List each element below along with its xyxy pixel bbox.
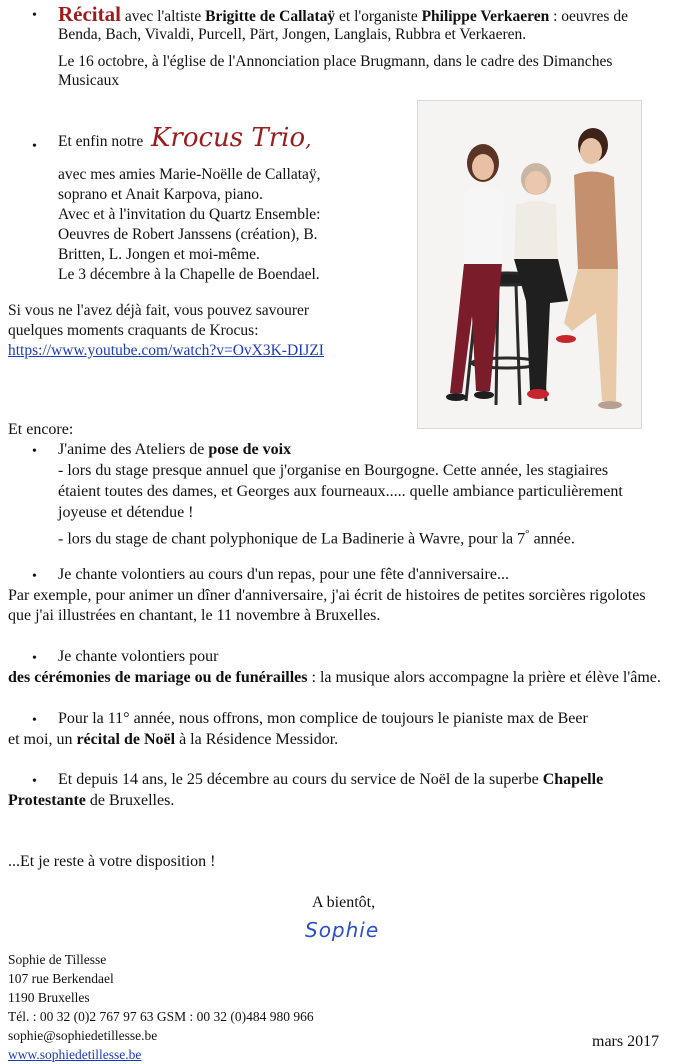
stage2-line: - lors du stage de chant polyphonique de La Badinerie à Wavre, pour la 7° année.: [58, 528, 575, 548]
recital-title: Récital: [58, 2, 121, 26]
footer-website-link[interactable]: www.sophiedetillesse.be: [8, 1047, 142, 1062]
krocus-line: soprano et Anait Karpova, piano.: [58, 186, 263, 203]
footer-street: 107 rue Berkendael: [8, 971, 114, 986]
bullet-chapelle: •: [32, 774, 37, 789]
recital-date-line-2: Musicaux: [58, 72, 120, 89]
bullet-krocus: •: [32, 139, 37, 154]
ceremonies-line-1: Je chante volontiers pour: [58, 648, 219, 665]
bullet-ceremonies: •: [32, 651, 37, 666]
recital-line-2: Benda, Bach, Vivaldi, Purcell, Pärt, Jongen, Langlais, Rubbra et Verkaeren.: [58, 26, 527, 43]
disposition-line: ...Et je reste à votre disposition !: [8, 853, 216, 870]
bullet-noel: •: [32, 713, 37, 728]
repas-line-3: que j'ai illustrées en chantant, le 11 novembre à Bruxelles.: [8, 607, 381, 624]
recital-line-1: Récital avec l'altiste Brigitte de Callataÿ et l'organiste Philippe Verkaeren : oeuvres de: [58, 2, 628, 26]
encore-heading: Et encore:: [8, 421, 74, 438]
repas-line-1: Je chante volontiers au cours d'un repas, pour une fête d'anniversaire...: [58, 566, 509, 583]
krocus-line: Le 3 décembre à la Chapelle de Boendael.: [58, 266, 320, 283]
stage1-line-1: - lors du stage presque annuel que j'organise en Bourgogne. Cette année, les stagiaires: [58, 462, 609, 479]
footer-date: mars 2017: [592, 1033, 660, 1050]
footer-name: Sophie de Tillesse: [8, 952, 107, 967]
footer-city: 1190 Bruxelles: [8, 990, 90, 1005]
trio-illustration: [418, 101, 641, 428]
ateliers-line: J'anime des Ateliers de pose de voix: [58, 441, 292, 458]
youtube-line-1: Si vous ne l'avez déjà fait, vous pouvez savourer: [8, 302, 310, 319]
krocus-line: Oeuvres de Robert Janssens (création), B.: [58, 226, 318, 243]
noel-line-1: Pour la 11° année, nous offrons, mon complice de toujours le pianiste max de Beer: [58, 710, 588, 727]
krocus-line: Avec et à l'invitation du Quartz Ensemble:: [58, 206, 321, 223]
signature: Sophie: [305, 918, 380, 942]
stage1-line-2: étaient toutes des dames, et Georges aux fourneaux..... quelle ambiance particulièrement: [58, 483, 623, 500]
krocus-name: Krocus Trio: [150, 123, 306, 153]
ceremonies-line-2: des cérémonies de mariage ou de funérailles : la musique alors accompagne la prière et élève l'âme.: [8, 669, 661, 686]
stage1-line-3: joyeuse et détendue !: [58, 504, 194, 521]
recital-de-noel: récital de Noël: [76, 731, 176, 748]
repas-line-2: Par exemple, pour animer un dîner d'anniversaire, j'ai écrit de histoires de petites sorcières rigolotes: [8, 587, 646, 604]
noel-line-2: et moi, un récital de Noël à la Résidence Messidor.: [8, 731, 339, 748]
bullet-ateliers: •: [32, 444, 37, 459]
pose-de-voix: pose de voix: [208, 441, 292, 458]
youtube-line-2: quelques moments craquants de Krocus:: [8, 322, 259, 339]
youtube-link[interactable]: https://www.youtube.com/watch?v=OvX3K-DIJZI: [8, 342, 324, 359]
bullet-recital: •: [32, 8, 37, 23]
krocus-details: [58, 165, 321, 285]
chapelle-line-2: Protestante de Bruxelles.: [8, 792, 175, 809]
krocus-trio-photo: [417, 100, 642, 429]
krocus-line: Britten, L. Jongen et moi-même.: [58, 246, 260, 263]
krocus-line: avec mes amies Marie-Noëlle de Callataÿ,: [58, 166, 321, 183]
footer-tel: Tél. : 00 32 (0)2 767 97 63 GSM : 00 32 (0)484 980 966: [8, 1009, 314, 1024]
closing-abientot: A bientôt,: [312, 894, 376, 911]
artist-brigitte: Brigitte de Callataÿ: [205, 8, 336, 25]
artist-philippe: Philippe Verkaeren: [421, 8, 550, 25]
ceremonies-bold: des cérémonies de mariage ou de funérailles: [8, 669, 308, 686]
chapelle-bold-2: Protestante: [8, 792, 86, 809]
chapelle-line-1: Et depuis 14 ans, le 25 décembre au cours du service de Noël de la superbe Chapelle: [58, 771, 604, 788]
krocus-intro: Et enfin notre: [58, 133, 144, 150]
footer-email: sophie@sophiedetillesse.be: [8, 1028, 158, 1043]
krocus-heading: Et enfin notre Krocus Trio,: [58, 123, 312, 153]
bullet-repas: •: [32, 569, 37, 584]
recital-date-line-1: Le 16 octobre, à l'église de l'Annonciation place Brugmann, dans le cadre des Dimanches: [58, 53, 613, 70]
chapelle-bold-1: Chapelle: [542, 771, 604, 788]
footer-address: [8, 950, 314, 1064]
youtube-link-wrap: [8, 341, 324, 361]
